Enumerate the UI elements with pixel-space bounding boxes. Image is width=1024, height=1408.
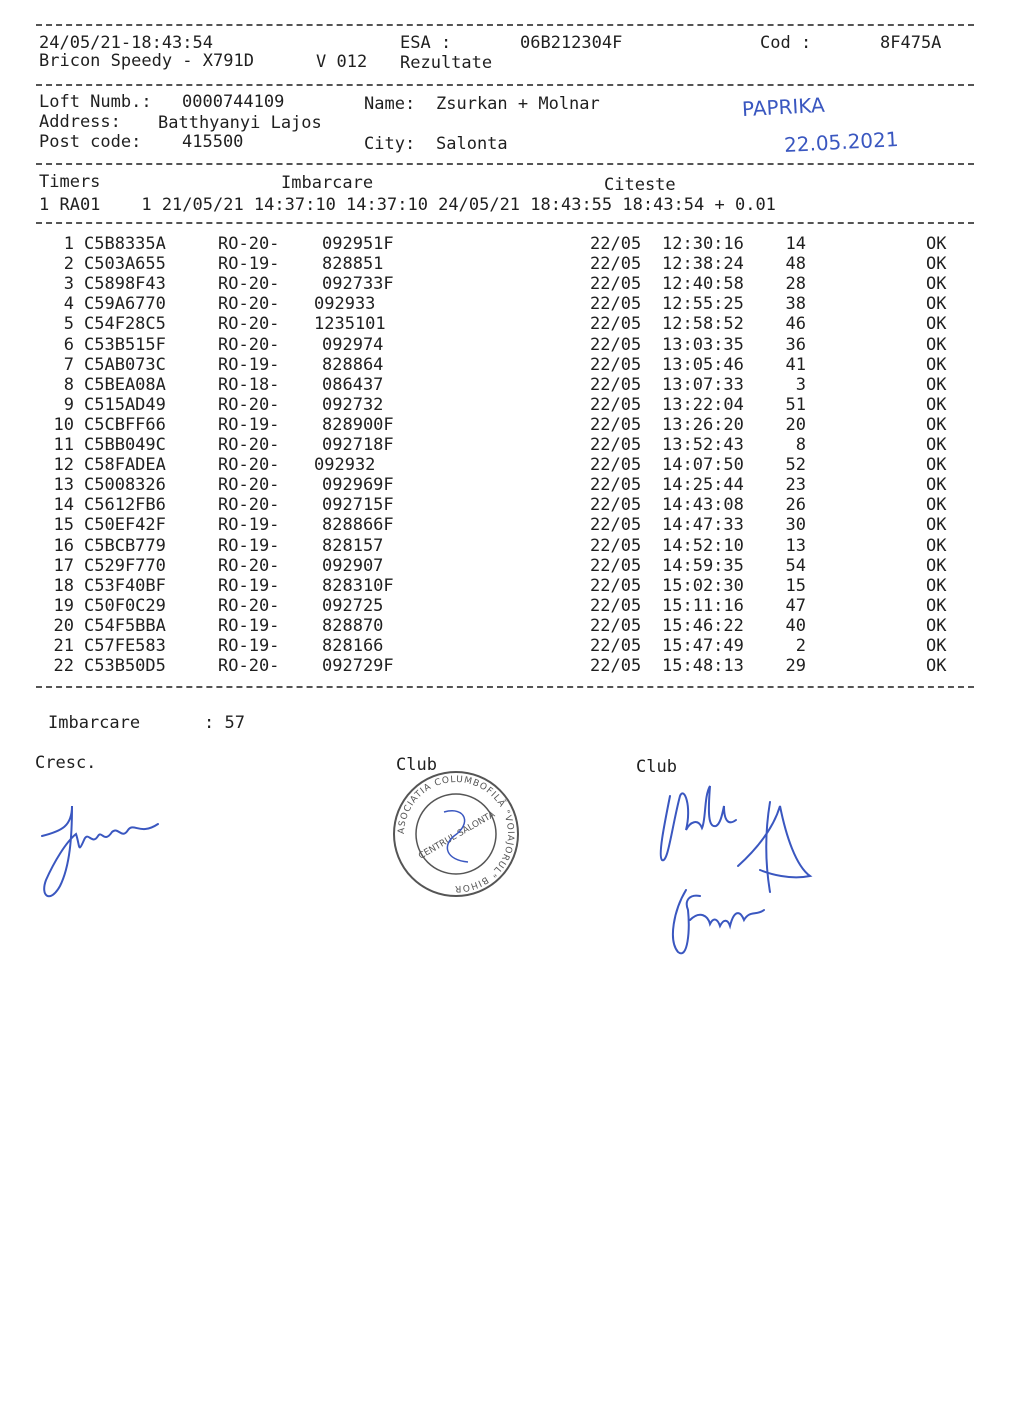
esa-value: 06B212304F: [520, 33, 623, 53]
cell-status: OK: [926, 294, 947, 315]
cell-arrival-time: 15:11:16: [662, 595, 744, 616]
cell-arrival-time: 13:26:20: [662, 414, 744, 435]
cell-row-number: 11: [53, 435, 74, 455]
cell-arrival-date: 22/05: [590, 294, 642, 315]
cell-row-number: 6: [63, 334, 74, 355]
cell-row-number: 22: [53, 656, 74, 677]
cell-ring-number: 828166: [322, 636, 384, 656]
cell-ring-series: RO-19-: [218, 515, 280, 536]
cell-arrival-date: 22/05: [590, 394, 642, 415]
cell-ring-series: RO-20-: [218, 234, 280, 254]
cell-arrival-date: 22/05: [590, 435, 642, 455]
cell-arrival-date: 22/05: [590, 495, 642, 516]
cell-ring-number: 092951F: [322, 234, 394, 254]
device-name: Bricon Speedy - X791D: [39, 51, 254, 71]
cell-position: 38: [785, 294, 806, 315]
separator-bottom: [36, 686, 974, 688]
cell-arrival-date: 22/05: [590, 455, 642, 476]
cell-position: 48: [785, 254, 806, 275]
cell-row-number: 13: [53, 475, 74, 496]
cell-ring-series: RO-20-: [218, 435, 280, 455]
cell-ring-number: 828870: [322, 615, 384, 636]
club-stamp: [386, 772, 526, 896]
cod-value: 8F475A: [880, 33, 942, 53]
cell-arrival-date: 22/05: [590, 354, 642, 375]
cell-position: 15: [785, 575, 806, 596]
cell-chip-code: C503A655: [84, 254, 166, 275]
post-code-label: Post code:: [39, 132, 142, 152]
timers-imbarcare-label: Imbarcare: [281, 173, 374, 193]
cell-arrival-date: 22/05: [590, 656, 642, 677]
cell-ring-number: 828900F: [322, 414, 394, 435]
cell-ring-series: RO-20-: [218, 656, 280, 677]
cell-arrival-time: 13:05:46: [662, 354, 744, 375]
cell-row-number: 3: [63, 274, 74, 295]
timers-label: Timers: [39, 172, 101, 192]
cell-arrival-date: 22/05: [590, 334, 642, 355]
cell-row-number: 16: [53, 535, 74, 556]
cell-arrival-date: 22/05: [590, 535, 642, 556]
separator-top: [36, 24, 974, 26]
cell-ring-number: 092733F: [322, 274, 394, 295]
cell-ring-series: RO-19-: [218, 254, 280, 275]
post-code-value: 415500: [182, 132, 244, 152]
handwritten-race-date: 22.05.2021: [783, 127, 900, 157]
cell-ring-number: 092974: [322, 334, 384, 355]
cell-arrival-time: 14:25:44: [662, 475, 744, 496]
address-value: Batthyanyi Lajos: [158, 113, 322, 133]
cell-position: 41: [785, 354, 806, 375]
cell-position: 2: [795, 636, 806, 656]
cell-chip-code: C5008326: [84, 475, 166, 496]
cell-arrival-date: 22/05: [590, 636, 642, 656]
cell-ring-number: 092907: [322, 555, 384, 576]
cell-ring-number: 092969F: [322, 475, 394, 496]
cell-position: 29: [785, 656, 806, 677]
city-value: Salonta: [436, 134, 508, 154]
cell-arrival-time: 13:52:43: [662, 435, 744, 455]
cell-ring-series: RO-19-: [218, 414, 280, 435]
cell-position: 8: [795, 435, 806, 455]
cell-status: OK: [926, 334, 947, 355]
loft-name-label: Name:: [364, 94, 416, 114]
cell-arrival-date: 22/05: [590, 475, 642, 496]
cell-status: OK: [926, 274, 947, 295]
cell-ring-series: RO-20-: [218, 334, 280, 355]
cell-ring-number: 828310F: [322, 575, 394, 596]
cell-chip-code: C50EF42F: [84, 515, 166, 536]
cell-ring-number: 092729F: [322, 656, 394, 677]
cell-position: 46: [785, 314, 806, 335]
cell-row-number: 21: [53, 636, 74, 656]
club-label-2: Club: [636, 757, 677, 777]
cell-status: OK: [926, 535, 947, 556]
cell-position: 13: [785, 535, 806, 556]
timers-citeste-label: Citeste: [604, 175, 676, 195]
cell-position: 3: [795, 374, 806, 395]
loft-name-value: Zsurkan + Molnar: [436, 94, 600, 114]
report-datetime: 24/05/21-18:43:54: [39, 33, 213, 53]
club-signature-3: [660, 880, 780, 960]
cell-ring-number: 092725: [322, 595, 384, 616]
cell-chip-code: C53F40BF: [84, 575, 166, 596]
cell-arrival-time: 12:55:25: [662, 294, 744, 315]
cell-arrival-time: 14:52:10: [662, 535, 744, 556]
cell-chip-code: C54F28C5: [84, 314, 166, 335]
cell-status: OK: [926, 374, 947, 395]
device-version: V 012: [316, 52, 368, 72]
cell-arrival-time: 12:38:24: [662, 254, 744, 275]
stamp-outer-text: ASOCIATIA COLUMBOFILĂ "VOIAJORUL" BIHOR: [396, 774, 516, 894]
cell-position: 20: [785, 414, 806, 435]
cell-position: 30: [785, 515, 806, 536]
cell-arrival-date: 22/05: [590, 515, 642, 536]
cell-status: OK: [926, 495, 947, 516]
cell-ring-number: 092732: [322, 394, 384, 415]
cresc-label: Cresc.: [35, 753, 97, 773]
cell-status: OK: [926, 394, 947, 415]
cell-chip-code: C57FE583: [84, 636, 166, 656]
separator: [36, 222, 974, 224]
cell-ring-number: 828866F: [322, 515, 394, 536]
cell-status: OK: [926, 636, 947, 656]
cell-position: 40: [785, 615, 806, 636]
cell-ring-number: 086437: [322, 374, 384, 395]
cell-ring-series: RO-20-: [218, 455, 280, 476]
esa-label: ESA :: [400, 33, 452, 53]
cell-position: 47: [785, 595, 806, 616]
cell-chip-code: C50F0C29: [84, 595, 166, 616]
timer-row: 1 RA01 1 21/05/21 14:37:10 14:37:10 24/05/21 18:43:55 18:43:54 + 0.01: [39, 195, 776, 215]
cell-arrival-time: 13:22:04: [662, 394, 744, 415]
report-title: Rezultate: [400, 53, 493, 73]
cell-status: OK: [926, 475, 947, 496]
cell-chip-code: C54F5BBA: [84, 615, 166, 636]
cell-row-number: 2: [63, 254, 74, 275]
cell-arrival-date: 22/05: [590, 615, 642, 636]
cell-ring-number: 092933: [314, 294, 376, 315]
cell-arrival-date: 22/05: [590, 254, 642, 275]
cell-status: OK: [926, 234, 947, 254]
cell-status: OK: [926, 575, 947, 596]
cell-row-number: 17: [53, 555, 74, 576]
cell-status: OK: [926, 455, 947, 476]
cell-row-number: 14: [53, 495, 74, 516]
cell-ring-series: RO-20-: [218, 475, 280, 496]
stamp-inner-text: CENTRUL SALONTA: [417, 809, 497, 862]
cell-arrival-date: 22/05: [590, 595, 642, 616]
cell-ring-series: RO-20-: [218, 555, 280, 576]
loft-number-label: Loft Numb.:: [39, 92, 152, 112]
cell-row-number: 5: [63, 314, 74, 335]
imbarcare-total-value: : 57: [204, 713, 245, 733]
cell-status: OK: [926, 555, 947, 576]
cell-chip-code: C53B515F: [84, 334, 166, 355]
cell-chip-code: C59A6770: [84, 294, 166, 315]
breeder-signature: [32, 796, 172, 906]
cell-ring-series: RO-20-: [218, 294, 280, 315]
cell-status: OK: [926, 656, 947, 677]
cell-arrival-time: 15:47:49: [662, 636, 744, 656]
cell-arrival-time: 12:30:16: [662, 234, 744, 254]
cell-arrival-date: 22/05: [590, 374, 642, 395]
cell-arrival-time: 12:40:58: [662, 274, 744, 295]
cell-position: 23: [785, 475, 806, 496]
cell-row-number: 12: [53, 455, 74, 476]
cell-status: OK: [926, 414, 947, 435]
separator: [36, 163, 974, 165]
loft-number-value: 0000744109: [182, 92, 285, 112]
cell-status: OK: [926, 435, 947, 455]
cell-row-number: 15: [53, 515, 74, 536]
cell-chip-code: C58FADEA: [84, 455, 166, 476]
cell-chip-code: C5AB073C: [84, 354, 166, 375]
cell-position: 36: [785, 334, 806, 355]
cell-ring-series: RO-19-: [218, 535, 280, 556]
cod-label: Cod :: [760, 33, 812, 53]
cell-ring-number: 092718F: [322, 435, 394, 455]
cell-position: 52: [785, 455, 806, 476]
cell-row-number: 4: [63, 294, 74, 315]
cell-arrival-time: 13:03:35: [662, 334, 744, 355]
cell-chip-code: C5898F43: [84, 274, 166, 295]
cell-ring-series: RO-20-: [218, 495, 280, 516]
cell-row-number: 8: [63, 374, 74, 395]
cell-row-number: 10: [53, 414, 74, 435]
cell-row-number: 1: [63, 234, 74, 254]
cell-chip-code: C5CBFF66: [84, 414, 166, 435]
cell-row-number: 9: [63, 394, 74, 415]
separator: [36, 84, 974, 86]
cell-status: OK: [926, 595, 947, 616]
cell-chip-code: C5BCB779: [84, 535, 166, 556]
cell-chip-code: C53B50D5: [84, 656, 166, 677]
address-label: Address:: [39, 112, 121, 132]
cell-arrival-time: 15:48:13: [662, 656, 744, 677]
cell-row-number: 20: [53, 615, 74, 636]
cell-chip-code: C515AD49: [84, 394, 166, 415]
cell-status: OK: [926, 515, 947, 536]
cell-ring-series: RO-18-: [218, 374, 280, 395]
cell-chip-code: C5612FB6: [84, 495, 166, 516]
city-label: City:: [364, 134, 416, 154]
cell-chip-code: C5BB049C: [84, 435, 166, 455]
cell-arrival-time: 15:02:30: [662, 575, 744, 596]
cell-arrival-date: 22/05: [590, 274, 642, 295]
cell-position: 14: [785, 234, 806, 254]
cell-row-number: 18: [53, 575, 74, 596]
cell-status: OK: [926, 254, 947, 275]
cell-chip-code: C5B8335A: [84, 234, 166, 254]
cell-position: 28: [785, 274, 806, 295]
cell-ring-number: 1235101: [314, 314, 386, 335]
cell-row-number: 7: [63, 354, 74, 375]
imbarcare-total-label: Imbarcare: [48, 713, 141, 733]
cell-arrival-date: 22/05: [590, 555, 642, 576]
cell-ring-series: RO-20-: [218, 314, 280, 335]
cell-ring-number: 092932: [314, 455, 376, 476]
cell-arrival-date: 22/05: [590, 234, 642, 254]
cell-ring-number: 092715F: [322, 495, 394, 516]
cell-chip-code: C5BEA08A: [84, 374, 166, 395]
cell-position: 54: [785, 555, 806, 576]
cell-status: OK: [926, 354, 947, 375]
cell-arrival-time: 14:47:33: [662, 515, 744, 536]
cell-arrival-date: 22/05: [590, 314, 642, 335]
cell-ring-series: RO-19-: [218, 615, 280, 636]
cell-chip-code: C529F770: [84, 555, 166, 576]
cell-ring-series: RO-19-: [218, 575, 280, 596]
cell-arrival-date: 22/05: [590, 575, 642, 596]
cell-ring-number: 828851: [322, 254, 384, 275]
cell-ring-series: RO-20-: [218, 274, 280, 295]
cell-status: OK: [926, 314, 947, 335]
cell-arrival-time: 15:46:22: [662, 615, 744, 636]
cell-row-number: 19: [53, 595, 74, 616]
cell-arrival-time: 14:07:50: [662, 455, 744, 476]
cell-arrival-time: 12:58:52: [662, 314, 744, 335]
cell-ring-series: RO-19-: [218, 354, 280, 375]
cell-arrival-time: 14:59:35: [662, 555, 744, 576]
handwritten-race-name: PAPRIKA: [741, 92, 826, 122]
cell-arrival-date: 22/05: [590, 414, 642, 435]
cell-position: 26: [785, 495, 806, 516]
cell-ring-series: RO-20-: [218, 394, 280, 415]
cell-arrival-time: 13:07:33: [662, 374, 744, 395]
cell-position: 51: [785, 394, 806, 415]
cell-ring-series: RO-19-: [218, 636, 280, 656]
cell-ring-number: 828157: [322, 535, 384, 556]
cell-ring-series: RO-20-: [218, 595, 280, 616]
cell-ring-number: 828864: [322, 354, 384, 375]
club-label-1: Club: [396, 755, 437, 775]
cell-status: OK: [926, 615, 947, 636]
cell-arrival-time: 14:43:08: [662, 495, 744, 516]
